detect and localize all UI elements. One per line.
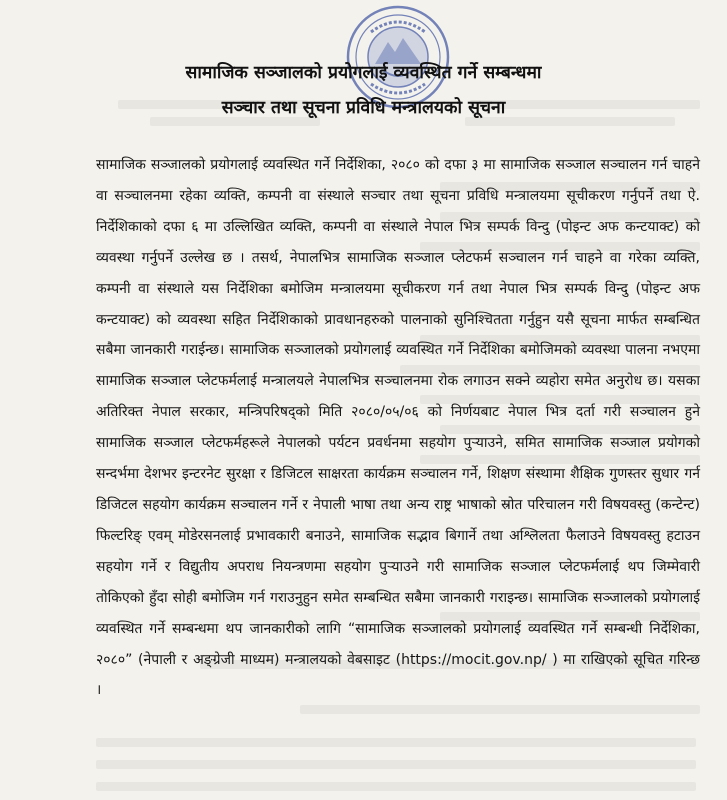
notice-title-line-2: सञ्चार तथा सूचना प्रविधि मन्त्रालयको सूचना xyxy=(221,98,506,118)
notice-body-paragraph: सामाजिक सञ्जालको प्रयोगलाई व्यवस्थित गर्ने निर्देशिका, २०८० को दफा ३ मा सामाजिक सञ्जाल सञ्चालन गर्न चाहने वा सञ्चालनमा रहेका व्यक्ति, कम्पनी वा संस्थाले सञ्चार तथा सूचना प्रविधि मन्त्रालयमा सूचीकरण गर्नुपर्ने तथा ऐ. निर्देशिकाको दफा ६ मा उल्लिखित व्यक्ति, कम्पनी वा संस्थाले नेपाल भित्र सम्पर्क विन्दु (पोइन्ट अफ कन्टयाक्ट) को व्यवस्था गर्नुपर्ने उल्लेख छ । तसर्थ, नेपालभित्र सामाजिक सञ्जाल प्लेटफर्म सञ्चालन गर्न चाहने वा गरेका व्यक्ति, कम्पनी वा संस्थाले यस निर्देशिका बमोजिम मन्त्रालयमा सूचीकरण गर्न तथा नेपाल भित्र सम्पर्क विन्दु (पोइन्ट अफ कन्टयाक्ट) को व्यवस्था सहित निर्देशिकाको प्रावधानहरुको पालनाको सुनिश्चितता गर्नुहुन यसै सूचना मार्फत सम्बन्धित सबैमा जानकारी गराईन्छ। सामाजिक सञ्जालको प्रयोगलाई व्यवस्थित गर्ने निर्देशिका बमोजिमको व्यवस्था पालना नभएमा सामाजिक सञ्जाल प्लेटफर्मलाई मन्त्रालयले नेपालभित्र सञ्चालनमा रोक लगाउन सक्ने व्यहोरा समेत अनुरोध छ। यसका अतिरिक्त नेपाल सरकार, मन्त्रिपरिषद्को मिति २०८०/०५/०६ को निर्णयबाट नेपाल भित्र दर्ता गरी सञ्चालन हुने सामाजिक सञ्जाल प्लेटफर्महरूले नेपालको पर्यटन प्रवर्धनमा सहयोग पुर्‍याउने, समित सामाजिक सञ्जाल प्रयोगको सन्दर्भमा देशभर इन्टरनेट सुरक्षा र डिजिटल साक्षरता कार्यक्रम सञ्चालन गर्ने, शिक्षण संस्थामा शैक्षिक गुणस्तर सुधार गर्न डिजिटल सहयोग कार्यक्रम सञ्चालन गर्ने र नेपाली भाषा तथा अन्य राष्ट्र भाषाको स्रोत परिचालन गरी विषयवस्तु (कन्टेन्ट) फिल्टरिङ् एवम् मोडेरसनलाई प्रभावकारी बनाउने, सामाजिक सद्भाव बिगार्ने तथा अश्लिलता फैलाउने विषयवस्तु हटाउन सहयोग गर्ने र विद्युतीय अपराध नियन्त्रणमा सहयोग पुर्‍याउने गरी सामाजिक सञ्जाल प्लेटफर्मलाई थप जिम्मेवारी तोकिएको हुँदा सोही बमोजिम गर्न गराउनुहुन समेत सम्बन्धित सबैमा जानकारी गराइन्छ। सामाजिक सञ्जालको प्रयोगलाई व्यवस्थित गर्ने सम्बन्धमा थप जानकारीको लागि “सामाजिक सञ्जालको प्रयोगलाई व्यवस्थित गर्ने सम्बन्धी निर्देशिका, २०८०” (नेपाली र अङ्ग्रेजी माध्यम) मन्त्रालयको वेबसाइट (https://mocit.gov.np/ ) मा राखिएको सूचित गरिन्छ । xyxy=(96,157,700,699)
notice-title-line-1: सामाजिक सञ्जालको प्रयोगलाई व्यवस्थित गर्ने सम्बन्धमा xyxy=(185,63,542,83)
